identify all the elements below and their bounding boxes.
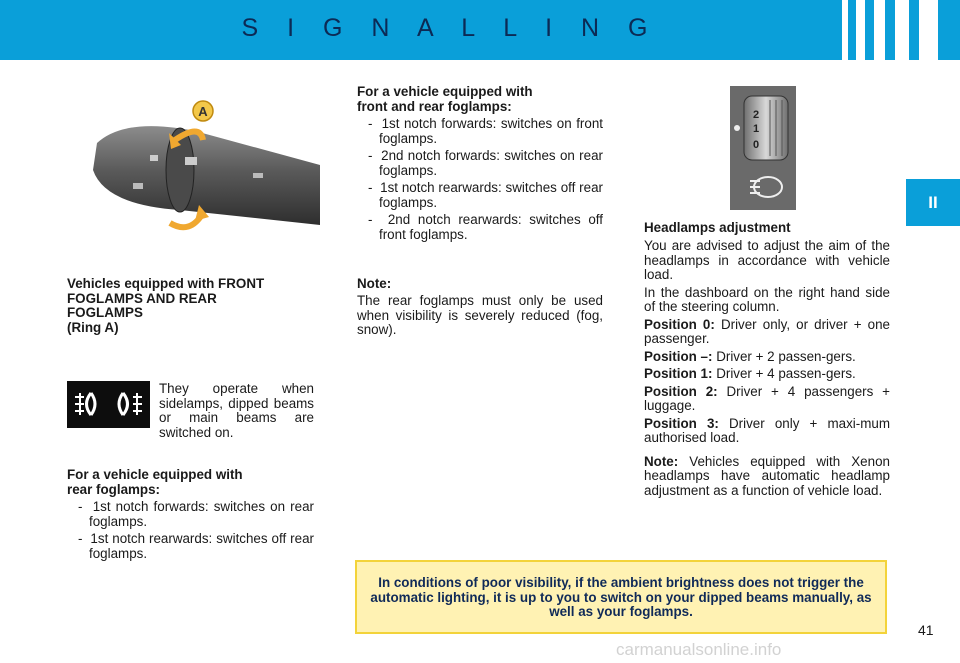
- rear-foglamps-heading: For a vehicle equipped with rear foglamps:: [67, 467, 243, 497]
- list-item: - 1st notch rearwards: switches off rear foglamps.: [357, 181, 603, 210]
- position-item: Position 1: Driver + 4 passen-gers.: [644, 366, 856, 381]
- watermark: carmanualsonline.info: [616, 640, 782, 659]
- headlamp-adjustment-wheel-illustration: [730, 86, 796, 210]
- position-item: Position 3: Driver only + maxi-mum authorised load.: [644, 415, 890, 445]
- position-item: Position 0: Driver only, or driver + one passenger.: [644, 316, 890, 346]
- page-title: S I G N A L L I N G: [241, 14, 659, 42]
- visibility-notice-box: [355, 560, 887, 634]
- list-item: - 1st notch rearwards: switches off rear foglamps.: [67, 532, 314, 561]
- foglamp-warning-icon: [67, 381, 150, 428]
- operate-condition-text: They operate when sidelamps, dipped beams or main beams are switched on.: [159, 381, 314, 440]
- lighting-stalk-illustration: [85, 95, 320, 255]
- svg-text:0: 0: [752, 139, 760, 151]
- headlamps-adjustment-body: You are advised to adjust the aim of the headlamps in accordance with vehicle load. In the dashboard on the right hand side of the steering column. Position 0: Driver only, or driver + one passenger. Position –: Driver + 2 passen-gers. Position 1: Driver + 4 passen-gers. Position 2: Driver + 4 passengers + luggage. Position 3: Driver only + maxi-mum authorised load. Note: Vehicles equipped with Xenon headlamps have automatic headlamp adjustment as a function of vehicle load.: [644, 238, 890, 498]
- front-rear-foglamps-heading: Vehicles equipped with FRONT FOGLAMPS AND REAR FOGLAMPS (Ring A): [67, 276, 265, 335]
- foglamp-note-text: The rear foglamps must only be used when visibility is severely reduced (fog, snow).: [357, 293, 603, 337]
- position-item: Position 2: Driver + 4 passengers + luggage.: [644, 383, 890, 413]
- rear-foglamps-list: [67, 500, 314, 564]
- list-item: - 1st notch forwards: switches on rear foglamps.: [67, 500, 314, 529]
- svg-text:2: 2: [752, 109, 760, 121]
- list-item: - 2nd notch forwards: switches on rear foglamps.: [357, 149, 603, 178]
- position-item: Position –: Driver + 2 passen-gers.: [644, 348, 856, 364]
- section-tab: II: [906, 179, 960, 226]
- svg-text:1: 1: [752, 123, 760, 135]
- ring-a-label: A: [198, 104, 208, 119]
- front-and-rear-list: [357, 117, 603, 245]
- headlamps-adjustment-heading: Headlamps adjustment: [644, 220, 791, 235]
- visibility-notice-text: In conditions of poor visibility, if the ambient brightness does not trigger the automatic lighting, it is up to you to switch on your dipped beams manually, as well as your foglamps.: [370, 575, 872, 619]
- page-number: 41: [918, 622, 934, 638]
- foglamp-note-label: Note:: [357, 276, 392, 291]
- front-and-rear-heading: For a vehicle equipped with front and rear foglamps:: [357, 84, 533, 114]
- header-band: [0, 0, 960, 60]
- list-item: - 2nd notch rearwards: switches off front foglamps.: [357, 213, 603, 242]
- list-item: - 1st notch forwards: switches on front foglamps.: [357, 117, 603, 146]
- xenon-note: Note: Vehicles equipped with Xenon headlamps have automatic headlamp adjustment as a function of vehicle load.: [644, 453, 890, 498]
